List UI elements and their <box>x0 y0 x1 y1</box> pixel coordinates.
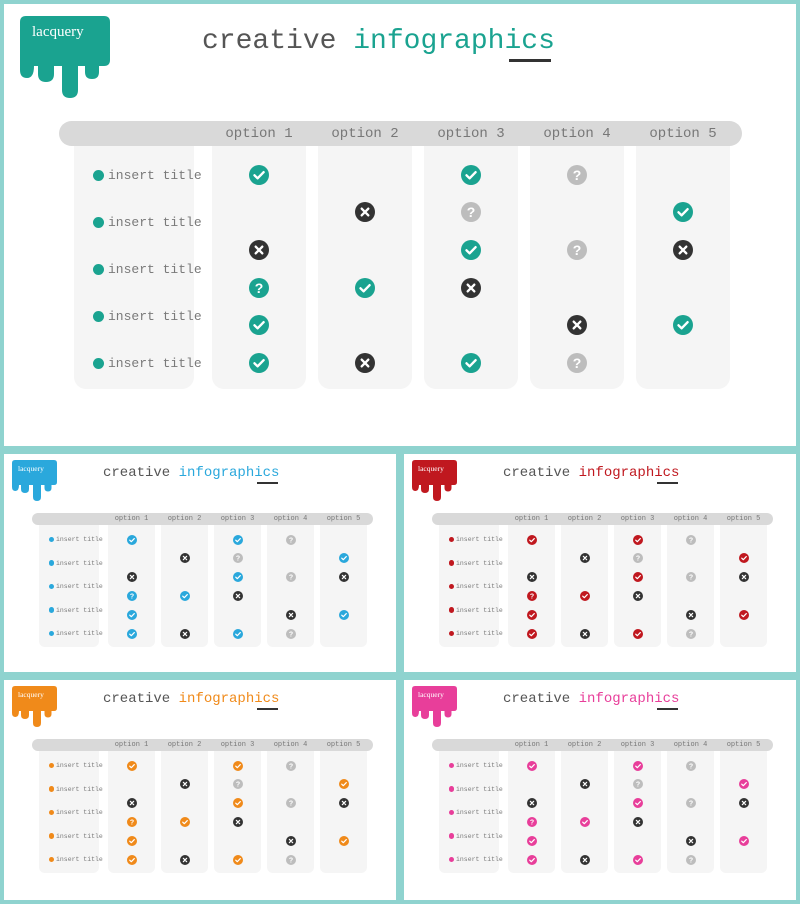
bullet-dot <box>49 857 55 863</box>
check-icon <box>633 535 643 545</box>
row-title <box>93 213 202 231</box>
check-icon <box>739 610 749 620</box>
check-icon <box>233 798 243 808</box>
bullet-dot <box>449 631 455 637</box>
check-icon <box>180 817 190 827</box>
check-icon <box>249 315 269 335</box>
check-icon <box>249 353 269 373</box>
option-header-5: option 5 <box>726 515 761 523</box>
title-part1: creative <box>103 465 171 481</box>
row-title <box>449 629 503 638</box>
svg-text:?: ? <box>288 800 293 808</box>
question-icon <box>567 240 587 260</box>
option-header-4: option 4 <box>273 741 308 749</box>
row-title-label: insert title <box>456 559 503 567</box>
bullet-dot <box>49 833 55 839</box>
check-icon <box>127 610 137 620</box>
check-icon <box>580 817 590 827</box>
svg-text:?: ? <box>129 819 134 827</box>
row-title <box>49 761 103 770</box>
check-icon <box>339 610 349 620</box>
row-title <box>93 260 202 278</box>
title-part1: creative <box>503 465 571 481</box>
cross-icon <box>567 315 587 335</box>
bullet-dot <box>449 857 455 863</box>
logo-text: lacquery <box>418 690 444 699</box>
check-icon <box>633 629 643 639</box>
cross-icon <box>233 591 243 601</box>
cross-icon <box>286 836 296 846</box>
option-header-2: option 2 <box>567 515 602 523</box>
check-icon <box>339 779 349 789</box>
row-title-label: insert title <box>456 832 503 840</box>
cross-icon <box>339 572 349 582</box>
svg-text:?: ? <box>129 593 134 601</box>
svg-text:?: ? <box>688 631 693 638</box>
bullet-dot <box>449 537 455 543</box>
bullet-dot <box>449 607 455 613</box>
bullet-dot <box>449 584 455 590</box>
option-header-4: option 4 <box>673 515 708 523</box>
row-title-label: insert title <box>108 214 202 230</box>
bullet-dot <box>449 763 455 769</box>
svg-text:?: ? <box>635 781 640 789</box>
question-icon <box>249 278 269 298</box>
row-title <box>93 166 202 184</box>
row-title <box>449 582 503 591</box>
cross-icon <box>339 798 349 808</box>
svg-text:?: ? <box>572 355 582 371</box>
row-title <box>49 855 103 864</box>
svg-text:?: ? <box>529 593 534 601</box>
check-icon <box>461 353 481 373</box>
logo-text: lacquery <box>418 464 444 473</box>
page-title <box>503 691 679 707</box>
option-column-5 <box>636 146 730 389</box>
page-title <box>503 465 679 481</box>
option-header-4: option 4 <box>673 741 708 749</box>
question-icon <box>567 353 587 373</box>
bullet-dot <box>49 786 55 792</box>
svg-text:?: ? <box>235 555 240 563</box>
cross-icon <box>686 836 696 846</box>
bullet-dot <box>449 786 455 792</box>
row-title <box>49 629 103 638</box>
check-icon <box>180 591 190 601</box>
cross-icon <box>286 610 296 620</box>
row-title-label: insert title <box>56 809 103 816</box>
question-icon <box>567 165 587 185</box>
check-icon <box>339 836 349 846</box>
option-header-1: option 1 <box>114 515 149 523</box>
check-icon <box>127 836 137 846</box>
svg-text:?: ? <box>688 763 693 770</box>
option-header-4: option 4 <box>543 126 611 142</box>
title-part1: creative <box>503 691 571 707</box>
title-underline <box>657 482 678 484</box>
question-icon <box>686 798 696 808</box>
bullet-dot <box>93 358 104 369</box>
check-icon <box>127 629 137 639</box>
option-header-3: option 3 <box>220 741 255 749</box>
svg-text:?: ? <box>529 819 534 827</box>
check-icon <box>233 629 243 639</box>
row-title <box>449 606 503 615</box>
cross-icon <box>355 202 375 222</box>
bullet-dot <box>49 631 55 637</box>
check-icon <box>461 165 481 185</box>
check-icon <box>580 591 590 601</box>
cross-icon <box>527 798 537 808</box>
question-icon <box>686 629 696 639</box>
row-title-label: insert title <box>456 606 503 614</box>
cross-icon <box>127 572 137 582</box>
row-title <box>49 559 103 568</box>
option-header-5: option 5 <box>326 741 361 749</box>
question-icon <box>527 817 537 827</box>
option-header-4: option 4 <box>273 515 308 523</box>
title-part2: infographics <box>178 465 280 481</box>
row-title <box>49 606 103 615</box>
logo-text: lacquery <box>18 464 44 473</box>
question-icon <box>286 629 296 639</box>
cross-icon <box>633 591 643 601</box>
question-icon <box>127 591 137 601</box>
question-icon <box>233 553 243 563</box>
row-title <box>49 582 103 591</box>
row-title-label: insert title <box>456 583 503 590</box>
title-part2: infographics <box>578 465 680 481</box>
cross-icon <box>355 353 375 373</box>
title-underline <box>257 708 278 710</box>
slide-blue <box>4 454 396 672</box>
title-underline <box>657 708 678 710</box>
question-icon <box>633 553 643 563</box>
title-underline <box>257 482 278 484</box>
svg-text:?: ? <box>635 555 640 563</box>
check-icon <box>739 779 749 789</box>
cross-icon <box>633 817 643 827</box>
cross-icon <box>739 798 749 808</box>
bullet-dot <box>49 537 55 543</box>
question-icon <box>686 572 696 582</box>
svg-text:?: ? <box>288 537 293 544</box>
svg-text:?: ? <box>288 857 293 864</box>
bullet-dot <box>449 560 455 566</box>
cross-icon <box>180 553 190 563</box>
option-header-2: option 2 <box>167 515 202 523</box>
bullet-dot <box>49 560 55 566</box>
row-title-label: insert title <box>456 856 503 863</box>
question-icon <box>633 779 643 789</box>
svg-text:?: ? <box>688 800 693 808</box>
svg-text:?: ? <box>288 631 293 638</box>
row-title-label: insert title <box>56 583 103 590</box>
row-title <box>449 808 503 817</box>
check-icon <box>233 761 243 771</box>
row-title <box>49 785 103 794</box>
check-icon <box>633 855 643 865</box>
row-title-label: insert title <box>56 832 103 840</box>
row-title <box>449 761 503 770</box>
svg-text:?: ? <box>466 204 476 220</box>
cross-icon <box>739 572 749 582</box>
svg-text:?: ? <box>572 167 582 183</box>
svg-text:?: ? <box>288 763 293 770</box>
option-header-5: option 5 <box>649 126 717 142</box>
check-icon <box>527 761 537 771</box>
question-icon <box>286 761 296 771</box>
cross-icon <box>580 855 590 865</box>
row-title <box>49 535 103 544</box>
row-title-label: insert title <box>456 536 503 543</box>
check-icon <box>461 240 481 260</box>
bullet-dot <box>49 763 55 769</box>
row-title-label: insert title <box>456 630 503 637</box>
bullet-dot <box>49 584 55 590</box>
option-header-5: option 5 <box>726 741 761 749</box>
question-icon <box>461 202 481 222</box>
row-title-label: insert title <box>108 355 202 371</box>
option-header-3: option 3 <box>437 126 505 142</box>
cross-icon <box>580 629 590 639</box>
svg-text:?: ? <box>688 537 693 544</box>
bullet-dot <box>49 607 55 613</box>
svg-text:?: ? <box>235 781 240 789</box>
check-icon <box>249 165 269 185</box>
check-icon <box>339 553 349 563</box>
cross-icon <box>233 817 243 827</box>
check-icon <box>527 610 537 620</box>
page-title <box>103 465 279 481</box>
bullet-dot <box>93 170 104 181</box>
check-icon <box>673 315 693 335</box>
bullet-dot <box>93 217 104 228</box>
option-header-1: option 1 <box>114 741 149 749</box>
cross-icon <box>180 855 190 865</box>
cross-icon <box>461 278 481 298</box>
row-title-label: insert title <box>56 536 103 543</box>
row-title <box>449 535 503 544</box>
option-column-5 <box>320 751 367 873</box>
option-column-5 <box>720 751 767 873</box>
question-icon <box>286 535 296 545</box>
question-icon <box>127 817 137 827</box>
option-header-3: option 3 <box>620 741 655 749</box>
slide-pink <box>404 680 796 900</box>
cross-icon <box>527 572 537 582</box>
slide-red <box>404 454 796 672</box>
check-icon <box>633 798 643 808</box>
logo-text: lacquery <box>18 690 44 699</box>
row-title-label: insert title <box>56 606 103 614</box>
row-title <box>93 354 202 372</box>
check-icon <box>633 761 643 771</box>
check-icon <box>127 855 137 865</box>
title-part2: infographics <box>178 691 280 707</box>
row-title-label: insert title <box>56 856 103 863</box>
bullet-dot <box>449 810 455 816</box>
row-title <box>449 785 503 794</box>
option-header-3: option 3 <box>620 515 655 523</box>
row-title-label: insert title <box>56 762 103 769</box>
question-icon <box>527 591 537 601</box>
option-header-2: option 2 <box>331 126 399 142</box>
question-icon <box>686 761 696 771</box>
page-title <box>202 26 555 57</box>
row-title <box>449 855 503 864</box>
title-part2: infographics <box>578 691 680 707</box>
cross-icon <box>580 779 590 789</box>
cross-icon <box>249 240 269 260</box>
row-title <box>449 559 503 568</box>
title-part1: creative <box>202 26 337 57</box>
svg-text:?: ? <box>688 574 693 582</box>
check-icon <box>633 572 643 582</box>
check-icon <box>233 572 243 582</box>
svg-text:?: ? <box>572 242 582 258</box>
question-icon <box>286 798 296 808</box>
check-icon <box>739 836 749 846</box>
check-icon <box>527 629 537 639</box>
question-icon <box>233 779 243 789</box>
cross-icon <box>127 798 137 808</box>
row-title-label: insert title <box>456 762 503 769</box>
bullet-dot <box>49 810 55 816</box>
title-part2: infographics <box>353 26 555 57</box>
slide-orange <box>4 680 396 900</box>
bullet-dot <box>93 311 104 322</box>
check-icon <box>527 836 537 846</box>
title-part1: creative <box>103 691 171 707</box>
question-icon <box>286 572 296 582</box>
cross-icon <box>686 610 696 620</box>
option-header-1: option 1 <box>514 741 549 749</box>
row-title <box>49 832 103 841</box>
row-title <box>93 307 202 325</box>
bullet-dot <box>93 264 104 275</box>
cross-icon <box>180 779 190 789</box>
row-title-label: insert title <box>456 809 503 816</box>
check-icon <box>233 855 243 865</box>
svg-text:?: ? <box>288 574 293 582</box>
svg-text:?: ? <box>254 280 264 296</box>
row-title-label: insert title <box>56 785 103 793</box>
question-icon <box>286 855 296 865</box>
row-title-label: insert title <box>56 559 103 567</box>
row-title-label: insert title <box>108 308 202 324</box>
cross-icon <box>180 629 190 639</box>
title-underline <box>509 59 551 62</box>
option-header-3: option 3 <box>220 515 255 523</box>
option-header-1: option 1 <box>225 126 293 142</box>
option-column-5 <box>320 525 367 647</box>
check-icon <box>673 202 693 222</box>
page-title <box>103 691 279 707</box>
option-header-1: option 1 <box>514 515 549 523</box>
option-header-2: option 2 <box>567 741 602 749</box>
logo-text: lacquery <box>32 24 84 40</box>
check-icon <box>739 553 749 563</box>
check-icon <box>233 535 243 545</box>
cross-icon <box>580 553 590 563</box>
option-header-5: option 5 <box>326 515 361 523</box>
row-title-label: insert title <box>108 261 202 277</box>
slide-teal <box>4 4 796 446</box>
row-title <box>49 808 103 817</box>
cross-icon <box>673 240 693 260</box>
check-icon <box>127 761 137 771</box>
row-title-label: insert title <box>108 167 202 183</box>
row-title-label: insert title <box>456 785 503 793</box>
row-title-label: insert title <box>56 630 103 637</box>
check-icon <box>527 535 537 545</box>
option-column-5 <box>720 525 767 647</box>
svg-text:?: ? <box>688 857 693 864</box>
check-icon <box>127 535 137 545</box>
question-icon <box>686 535 696 545</box>
row-title <box>449 832 503 841</box>
question-icon <box>686 855 696 865</box>
check-icon <box>355 278 375 298</box>
check-icon <box>527 855 537 865</box>
bullet-dot <box>449 833 455 839</box>
option-header-2: option 2 <box>167 741 202 749</box>
